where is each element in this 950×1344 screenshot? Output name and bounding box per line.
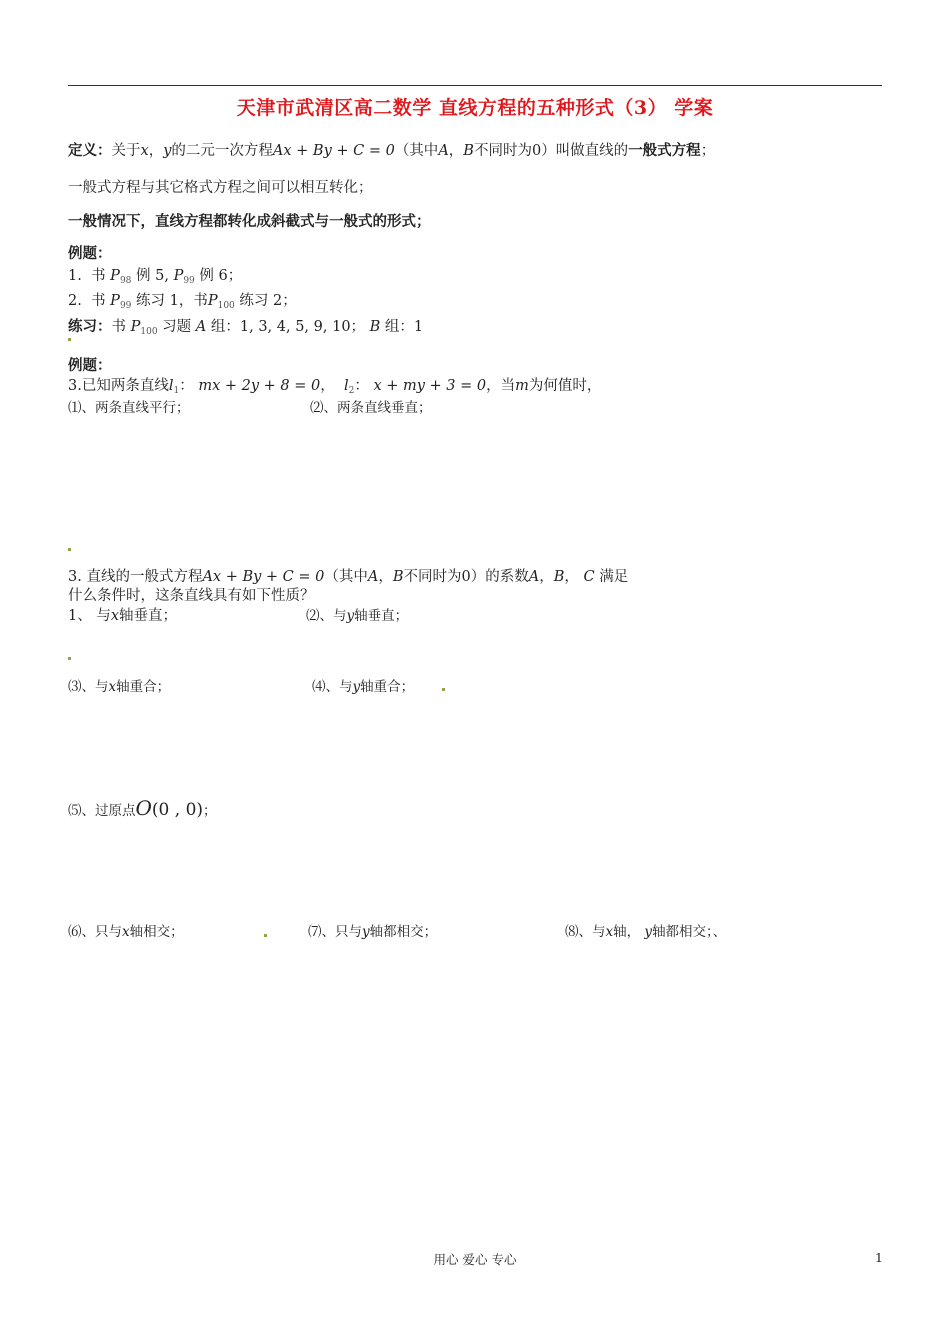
var-x: x <box>140 143 149 159</box>
text: 满足 <box>599 569 629 585</box>
var-A: A <box>195 319 207 335</box>
question-3b: 3. 直线的一般式方程Ax + By + C = 0（其中A，B不同时为0）的系数A，B， C 满足 <box>68 569 629 585</box>
conversion-line: 一般式方程与其它格式方程之间可以相互转化； <box>68 180 373 196</box>
question-3b-line-2: 什么条件时，这条直线具有如下性质？ <box>68 588 315 604</box>
condition-6 <box>68 922 184 942</box>
condition-3 <box>68 677 170 697</box>
equation: Ax + By + C = 0 <box>202 569 325 585</box>
text: ⑶、与 <box>68 679 109 695</box>
var-y: y <box>352 679 361 695</box>
text: 例 5, <box>136 268 169 284</box>
definition-label: 定义： <box>68 142 112 159</box>
top-rule <box>68 85 882 86</box>
var-B: B <box>369 319 381 335</box>
text: 轴都相交；、 <box>652 924 727 940</box>
text: ⑷、与 <box>312 679 353 695</box>
stray-mark <box>264 934 267 937</box>
var-x: x <box>108 679 117 695</box>
examples-heading-2: 例题： <box>68 357 112 374</box>
var-C: C <box>583 569 595 585</box>
subscript: 99 <box>183 276 195 286</box>
text: 书 <box>111 319 126 335</box>
text: 不同时为 <box>473 143 532 159</box>
subscript: 1 <box>173 386 180 396</box>
origin-O: O <box>135 796 152 820</box>
text: ； <box>700 143 716 159</box>
text: 轴， <box>613 924 641 940</box>
examples-heading-1: 例题： <box>68 245 112 262</box>
text: 关于 <box>111 143 141 159</box>
text: 习题 <box>162 319 192 335</box>
var-A: A <box>528 569 540 585</box>
var-P: P <box>207 293 218 309</box>
term-general-form: 一般式方程 <box>628 142 701 159</box>
text: 练习 1，书 <box>136 293 208 309</box>
item-number: 2. <box>68 293 82 309</box>
subscript: 100 <box>140 327 158 337</box>
var-y: y <box>346 608 355 624</box>
number: 0 <box>461 569 471 585</box>
text: ⑹、只与 <box>68 924 122 940</box>
text: ： <box>179 378 194 394</box>
origin-point: (0 , 0) <box>151 800 204 820</box>
general-case-line: 一般情况下，直线方程都转化成斜截式与一般式的形式； <box>68 213 431 230</box>
text: ）的系数 <box>470 569 529 585</box>
practice-line <box>68 317 423 342</box>
text: 3.已知两条直线 <box>68 378 169 394</box>
definition-line: 定义：关于x，y的二元一次方程Ax + By + C = 0（其中A，B不同时为0）叫做直线的一般式方程； <box>68 142 716 159</box>
footer-text: 用心 爱心 专心 <box>433 1252 517 1267</box>
var-A: A <box>367 569 379 585</box>
var-x: x <box>122 924 130 940</box>
text: 例 6； <box>199 268 243 284</box>
text: 轴重合； <box>360 679 415 695</box>
var-l: l <box>343 378 349 394</box>
practice-label: 练习： <box>68 318 112 335</box>
equation-1: mx + 2y + 8 = 0 <box>198 378 321 394</box>
text: 轴相交； <box>129 924 184 940</box>
text: 轴重合； <box>116 679 171 695</box>
text: 轴都相交； <box>369 924 438 940</box>
example-item-1 <box>68 266 242 291</box>
text: 1、 与 <box>68 608 111 624</box>
var-x: x <box>110 608 120 624</box>
page-title: 天津市武清区高二数学 直线方程的五种形式（3） 学案 <box>236 97 714 119</box>
question-3a-part-1: ⑴、两条直线平行； <box>68 400 190 416</box>
equation: Ax + By + C = 0 <box>272 143 395 159</box>
var-P: P <box>173 268 184 284</box>
number: 0 <box>531 143 542 159</box>
text: 组：1 <box>384 319 424 335</box>
page-number: 1 <box>875 1250 883 1265</box>
item-number: 1. <box>68 268 82 284</box>
text: ； <box>203 803 217 819</box>
condition-2 <box>306 606 408 626</box>
var-l: l <box>168 378 174 394</box>
var-y: y <box>163 143 172 159</box>
stray-mark <box>68 338 71 341</box>
text: ）叫做直线的 <box>541 143 629 159</box>
condition-4 <box>312 677 414 697</box>
text: 轴垂直； <box>354 608 409 624</box>
subscript: 98 <box>119 276 132 286</box>
text: 不同时为 <box>403 569 462 585</box>
text: 组：1, 3, 4, 5, 9, 10； <box>210 319 366 335</box>
text: 3. 直线的一般式方程 <box>68 569 203 585</box>
text: 轴垂直； <box>119 608 178 624</box>
var-B: B <box>463 143 474 159</box>
text: ⑵、与 <box>306 608 347 624</box>
condition-5 <box>68 798 217 821</box>
text: ， <box>148 143 164 159</box>
var-y: y <box>362 924 370 940</box>
text: 的二元一次方程 <box>171 143 273 159</box>
text: ⑻、与 <box>565 924 606 940</box>
text: （其中 <box>394 143 439 159</box>
text: 为何值时， <box>528 378 602 394</box>
var-x: x <box>605 924 614 940</box>
var-B: B <box>553 569 565 585</box>
condition-8 <box>565 922 726 942</box>
stray-mark <box>68 548 71 551</box>
subscript: 2 <box>348 386 355 396</box>
text: 书 <box>91 293 106 309</box>
text: ： <box>354 378 369 394</box>
stray-mark <box>442 688 445 691</box>
text: ⑺、只与 <box>308 924 362 940</box>
subscript: 99 <box>119 301 132 311</box>
text: ，当 <box>486 378 516 394</box>
var-P: P <box>130 319 141 335</box>
text: 练习 2； <box>239 293 297 309</box>
var-m: m <box>515 378 529 394</box>
var-B: B <box>392 569 404 585</box>
text: （其中 <box>324 569 368 585</box>
var-A: A <box>438 143 449 159</box>
text: ， <box>320 378 335 394</box>
condition-1 <box>68 606 177 626</box>
var-y: y <box>644 924 653 940</box>
text: ⑸、过原点 <box>68 803 136 819</box>
question-3a-part-2: ⑵、两条直线垂直； <box>310 400 432 416</box>
subscript: 100 <box>217 301 235 311</box>
text: 书 <box>91 268 106 284</box>
var-P: P <box>110 268 120 284</box>
stray-mark <box>68 657 71 660</box>
condition-7 <box>308 922 437 942</box>
equation-2: x + my + 3 = 0 <box>373 378 487 394</box>
example-item-2 <box>68 291 297 316</box>
var-P: P <box>110 293 120 309</box>
